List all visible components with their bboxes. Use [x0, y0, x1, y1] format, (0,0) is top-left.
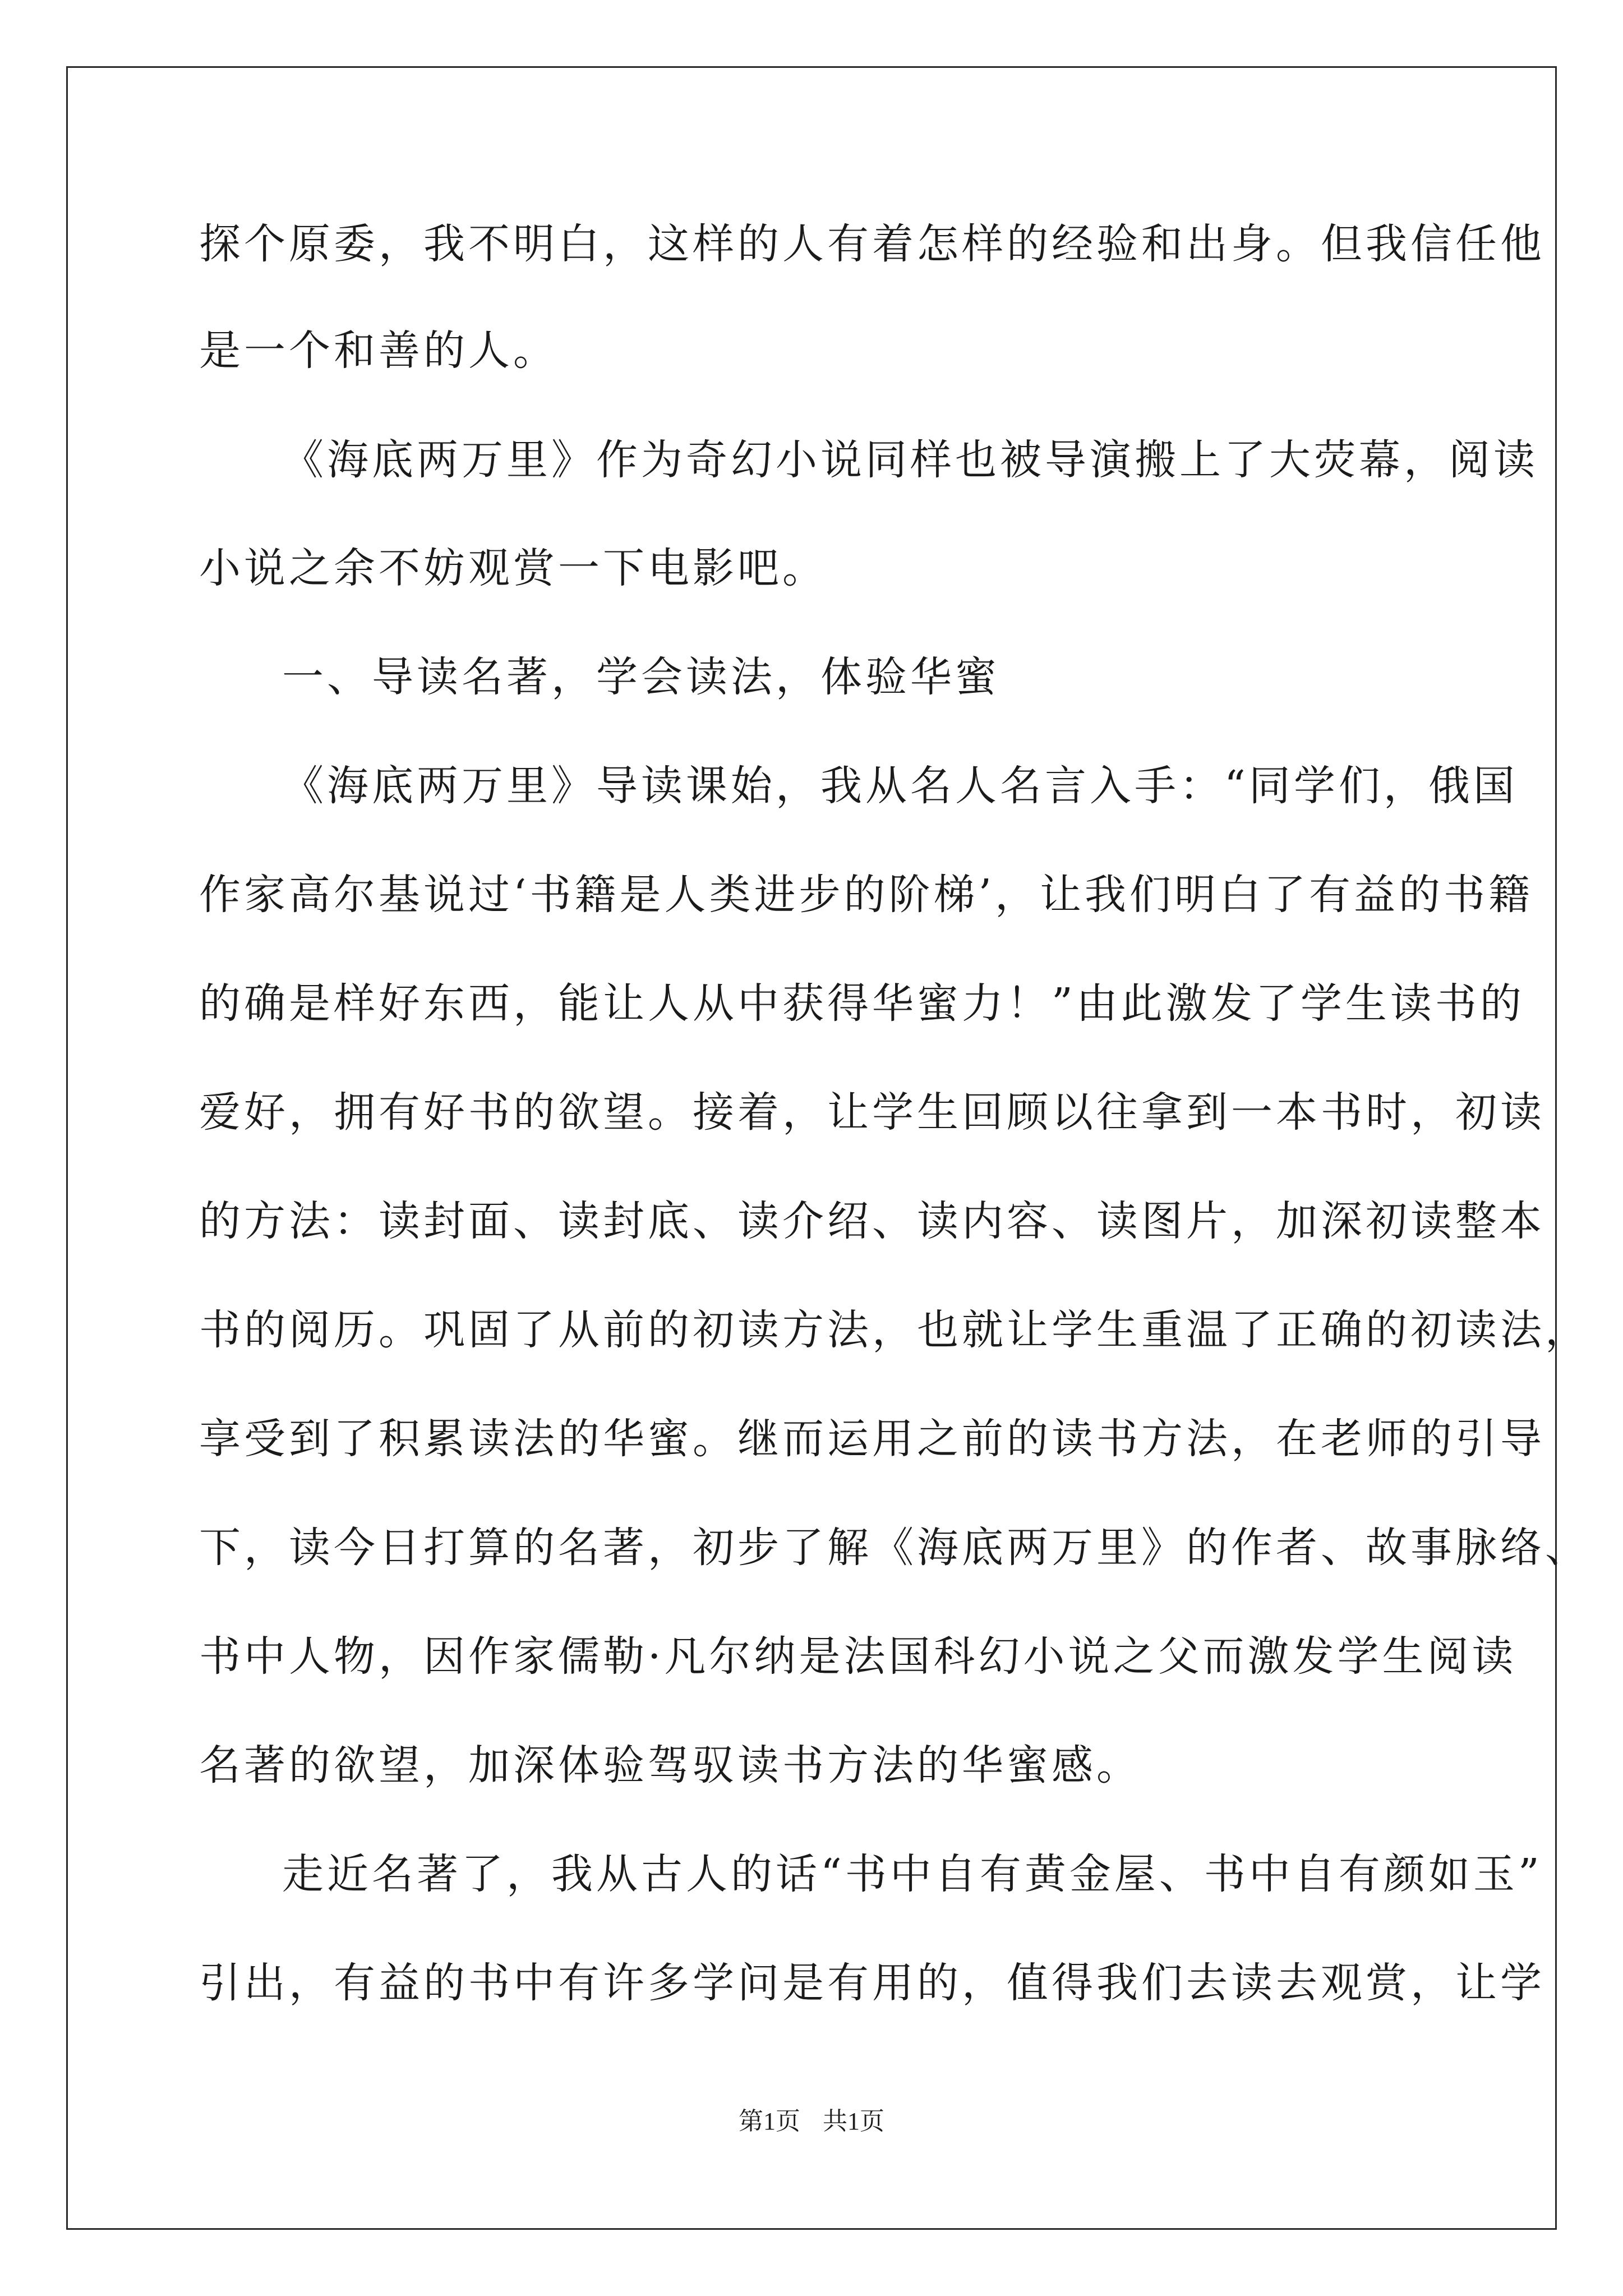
- page-footer: [0, 2105, 1623, 2138]
- text-line: 爱好，拥有好书的欲望。接着，让学生回顾以往拿到一本书时，初读: [199, 1088, 1545, 1137]
- page-number-current: 第1页: [739, 2108, 800, 2135]
- paragraph-start-line: 《海底两万里》导读课始，我从名人名言入手：“同学们，俄国: [282, 762, 1518, 810]
- section-heading: 一、导读名著，学会读法，体验华蜜: [282, 653, 1000, 701]
- text-line: 引出，有益的书中有许多学问是有用的，值得我们去读去观赏，让学: [199, 1959, 1545, 2007]
- text-line: 书中人物，因作家儒勒·凡尔纳是法国科幻小说之父而激发学生阅读: [199, 1632, 1517, 1681]
- text-line: 小说之余不妨观赏一下电影吧。: [199, 544, 827, 592]
- text-line: 的方法：读封面、读封底、读介绍、读内容、读图片，加深初读整本: [199, 1197, 1545, 1245]
- text-line: 作家高尔基说过‘书籍是人类进步的阶梯’，让我们明白了有益的书籍: [199, 871, 1534, 919]
- text-line: 是一个和善的人。: [199, 326, 558, 375]
- paragraph-start-line: 《海底两万里》作为奇幻小说同样也被导演搬上了大荧幕，阅读: [282, 436, 1538, 484]
- paragraph-start-line: 走近名著了，我从古人的话“书中自有黄金屋、书中自有颜如玉”: [282, 1850, 1543, 1898]
- text-line: 下，读今日打算的名著，初步了解《海底两万里》的作者、故事脉络、: [199, 1524, 1590, 1572]
- text-line: 名著的欲望，加深体验驾驭读书方法的华蜜感。: [199, 1741, 1141, 1789]
- page-border: [66, 66, 1557, 2230]
- text-line: 享受到了积累读法的华蜜。继而运用之前的读书方法，在老师的引导: [199, 1415, 1545, 1463]
- text-line: 的确是样好东西，能让人从中获得华蜜力！”由此激发了学生读书的: [199, 979, 1525, 1028]
- page-number-total: 共1页: [823, 2108, 884, 2135]
- text-line: 书的阅历。巩固了从前的初读方法，也就让学生重温了正确的初读法，: [199, 1306, 1590, 1354]
- text-line: 探个原委，我不明白，这样的人有着怎样的经验和出身。但我信任他: [199, 220, 1545, 268]
